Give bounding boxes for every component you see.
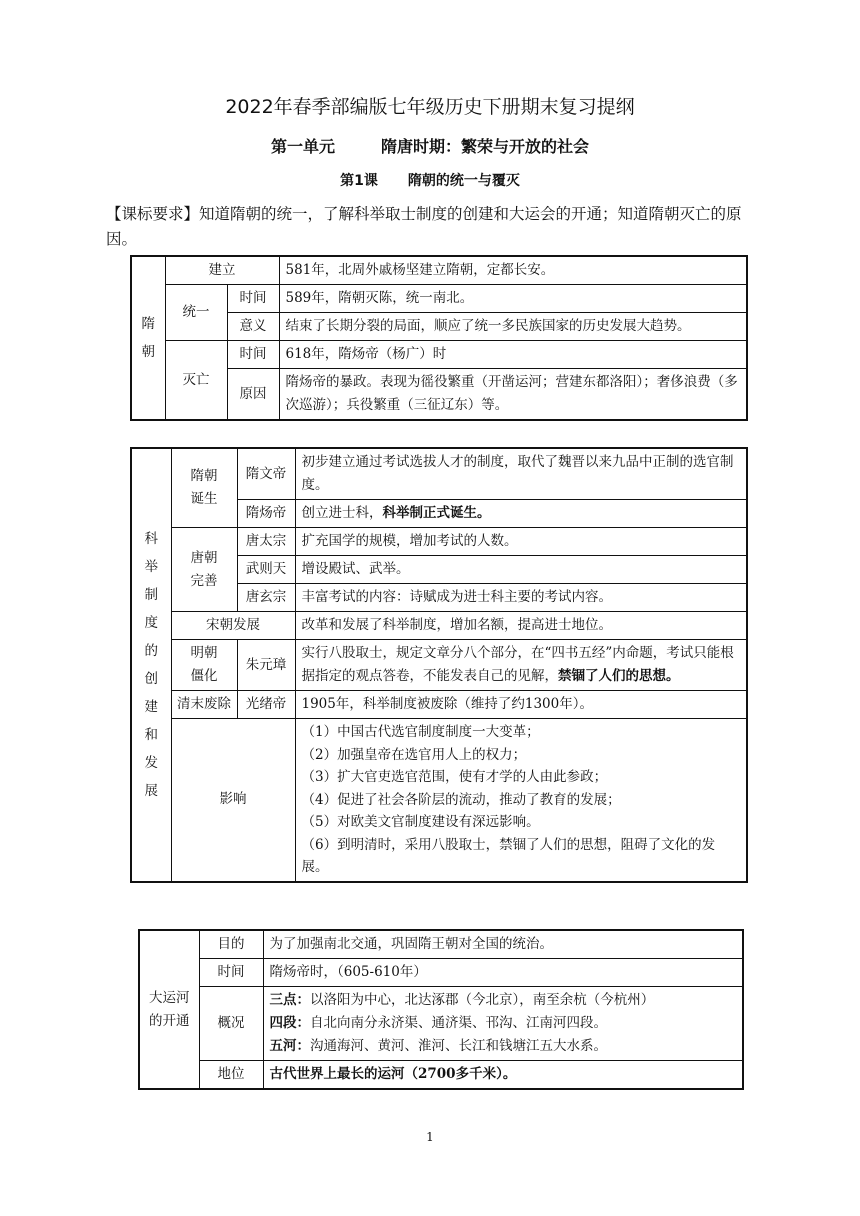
impact-label: 影响 [171,719,295,882]
lesson-name: 隋朝的统一与覆灭 [407,173,520,189]
yangdi-text: 创立进士科，科举制正式诞生。 [295,500,747,528]
impact-item: （3）扩大官吏选官范围，使有才学的人由此参政； [301,769,608,785]
impact-item: （1）中国古代选官制度制度一大变革； [301,724,540,740]
unify-meaning-label: 意义 [227,313,279,341]
wendi-label: 隋文帝 [237,448,295,500]
qing-text: 1905年，科举制度被废除（维持了约1300年）。 [295,691,747,719]
fall-reason-label: 原因 [227,369,279,421]
taizong-text: 扩充国学的规模，增加考试的人数。 [295,528,747,556]
song-label: 宋朝发展 [171,612,295,640]
tang-label: 唐朝完善 [171,528,237,612]
ming-bold: 禁锢了人们的思想。 [558,668,680,684]
impact-item: （5）对欧美文官制度建设有深远影响。 [301,814,540,830]
unify-time-label: 时间 [227,285,279,313]
lesson-heading [0,170,860,190]
keju-group-label: 科举制度的创建和发展 [131,448,171,882]
establish-text: 581年，北周外戚杨坚建立隋朝，定都长安。 [279,256,747,285]
unit-name: 隋唐时期：繁荣与开放的社会 [381,137,590,156]
ming-label: 明朝僵化 [171,640,237,691]
taizong-label: 唐太宗 [237,528,295,556]
xuanzong-label: 唐玄宗 [237,584,295,612]
zhuyuanzhang-label: 朱元璋 [237,640,295,691]
overview-text [263,987,743,1061]
page-number: 1 [426,1130,434,1144]
guangxu-label: 光绪帝 [237,691,295,719]
wuzetian-text: 增设殿试、武举。 [295,556,747,584]
purpose-text: 为了加强南北交通，巩固隋王朝对全国的统治。 [263,930,743,959]
sui-group-label: 隋朝 [131,256,165,420]
time-text: 隋炀帝时，（605-610年） [263,959,743,987]
overview-label: 概况 [199,987,263,1061]
purpose-label: 目的 [199,930,263,959]
sui-dynasty-table [130,255,748,421]
requirement-tag: 【课标要求】 [106,205,200,223]
ming-text: 实行八股取士，规定文章分八个部分，在“四书五经”内命题，考试只能根据指定的观点答卷，不能发表自己的见解，禁锢了人们的思想。 [295,640,747,691]
unify-time-text: 589年，隋朝灭陈，统一南北。 [279,285,747,313]
overview-rivers: 五河：沟通海河、黄河、淮河、长江和钱塘江五大水系。 [269,1038,607,1054]
yangdi-bold: 科举制正式诞生。 [382,505,491,521]
fall-label: 灭亡 [165,341,227,421]
unit-heading [0,134,860,157]
song-text: 改革和发展了科举制度，增加名额，提高进士地位。 [295,612,747,640]
overview-sections: 四段：自北向南分永济渠、通济渠、邗沟、江南河四段。 [269,1015,607,1031]
keju-table [130,447,748,883]
impact-item: （2）加强皇帝在选官用人上的权力； [301,746,527,763]
time-label: 时间 [199,959,263,987]
unify-meaning-text: 结束了长期分裂的局面，顺应了统一多民族国家的历史发展大趋势。 [279,313,747,341]
status-text: 古代世界上最长的运河（2700多千米）。 [263,1061,743,1090]
fall-reason-text: 隋炀帝的暴政。表现为徭役繁重（开凿运河；营建东都洛阳）；奢侈浪费（多次巡游）；兵役繁重（三征辽东）等。 [279,369,747,421]
fall-time-text: 618年，隋炀帝（杨广）时 [279,341,747,369]
impact-list [295,719,747,882]
grand-canal-table [138,929,744,1090]
yangdi-label: 隋炀帝 [237,500,295,528]
fall-time-label: 时间 [227,341,279,369]
lesson-label: 第1课 [340,173,378,189]
overview-points: 三点：以洛阳为中心，北达涿郡（今北京），南至余杭（今杭州） [269,992,655,1008]
canal-group-label: 大运河的开通 [139,930,199,1089]
requirement-text: 知道隋朝的统一，了解科举取士制度的创建和大运会的开通；知道隋朝灭亡的原因。 [106,205,742,248]
impact-item: （4）促进了社会各阶层的流动，推动了教育的发展； [301,791,621,808]
wendi-text: 初步建立通过考试选拔人才的制度，取代了魏晋以来九品中正制的选官制度。 [295,448,747,500]
page-title: 2022年春季部编版七年级历史下册期末复习提纲 [225,96,635,118]
wuzetian-label: 武则天 [237,556,295,584]
unit-label: 第一单元 [270,137,335,156]
establish-label: 建立 [165,256,279,285]
status-label: 地位 [199,1061,263,1090]
sui-birth-label: 隋朝诞生 [171,448,237,528]
curriculum-requirement [106,202,756,252]
unify-label: 统一 [165,285,227,341]
xuanzong-text: 丰富考试的内容：诗赋成为进士科主要的考试内容。 [295,584,747,612]
impact-item: （6）到明清时，采用八股取士，禁锢了人们的思想，阻碍了文化的发展。 [301,836,716,875]
qing-label: 清末废除 [171,691,237,719]
